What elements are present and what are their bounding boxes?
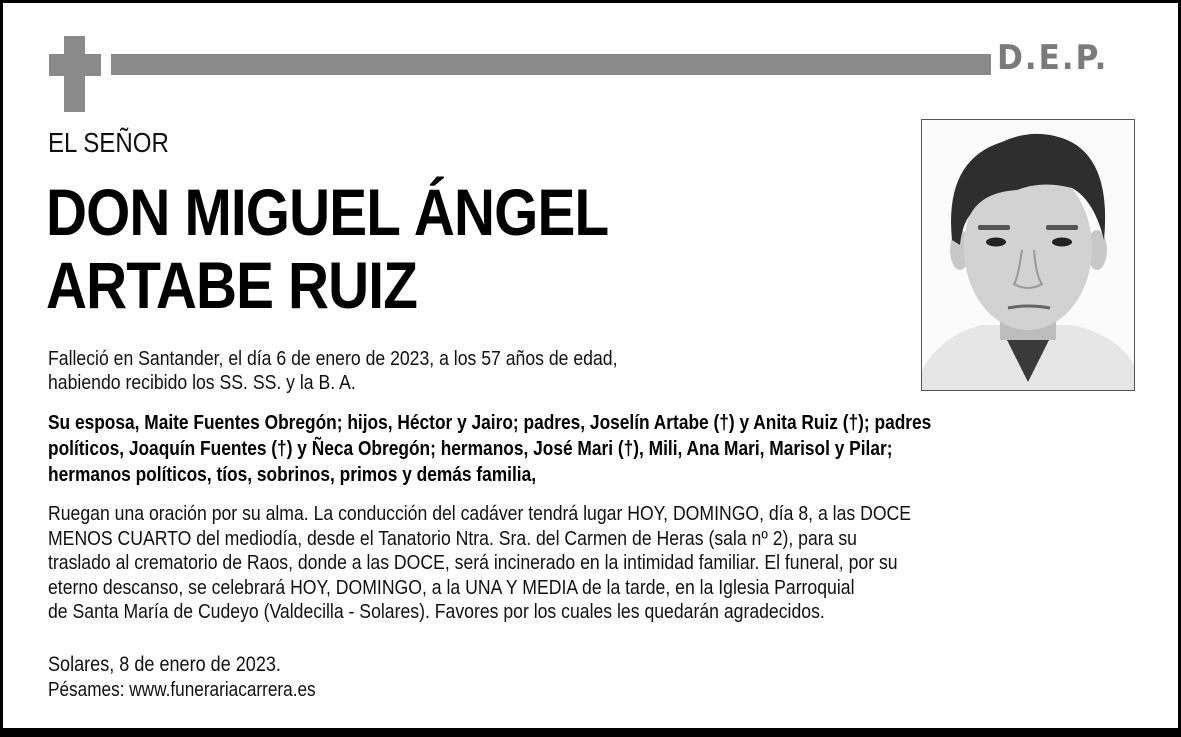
cross-icon-arm xyxy=(49,54,101,76)
name-line: DON MIGUEL ÁNGEL xyxy=(46,175,609,249)
portrait-photo xyxy=(921,119,1135,391)
family-line: Su esposa, Maite Fuentes Obregón; hijos, Héctor y Jairo; padres, Joselín Artabe (†) y Anita Ruiz (†); padres xyxy=(48,411,932,434)
deceased-name xyxy=(46,176,608,322)
obituary-card xyxy=(3,3,1178,728)
service-details xyxy=(48,502,911,625)
service-line: Ruegan una oración por su alma. La conducción del cadáver tendrá lugar HOY, DOMINGO, día 8, a las DOCE xyxy=(48,502,912,525)
dep-label: D.E.P. xyxy=(997,38,1109,78)
portrait-image xyxy=(922,120,1134,390)
condolences-link[interactable]: Pésames: www.funerariacarrera.es xyxy=(48,679,316,701)
family-list xyxy=(48,410,931,488)
header-rule xyxy=(111,54,991,75)
name-line: ARTABE RUIZ xyxy=(46,248,418,322)
death-notice xyxy=(48,347,617,394)
death-line: habiendo recibido los SS. SS. y la B. A. xyxy=(48,370,356,394)
service-line: eterno descanso, se celebrará HOY, DOMINGO, a la UNA Y MEDIA de la tarde, en la Iglesia Parroquial xyxy=(48,575,855,599)
family-line: políticos, Joaquín Fuentes (†) y Ñeca Obregón; hermanos, José Mari (†), Mili, Ana Mari, Marisol y Pilar; xyxy=(48,437,893,460)
service-line: MENOS CUARTO del mediodía, desde el Tanatorio Ntra. Sra. del Carmen de Heras (sala nº 2), para su xyxy=(48,526,857,550)
place-date: Solares, 8 de enero de 2023. xyxy=(48,653,281,676)
honorific: EL SEÑOR xyxy=(48,127,169,158)
service-line: traslado al crematorio de Raos, donde a las DOCE, será incinerado en la intimidad familiar. El funeral, por su xyxy=(48,551,898,574)
service-line: de Santa María de Cudeyo (Valdecilla - Solares). Favores por los cuales les quedarán agradecidos. xyxy=(48,600,825,623)
death-line: Falleció en Santander, el día 6 de enero de 2023, a los 57 años de edad, xyxy=(48,347,618,370)
family-line: hermanos políticos, tíos, sobrinos, primos y demás familia, xyxy=(48,463,537,486)
